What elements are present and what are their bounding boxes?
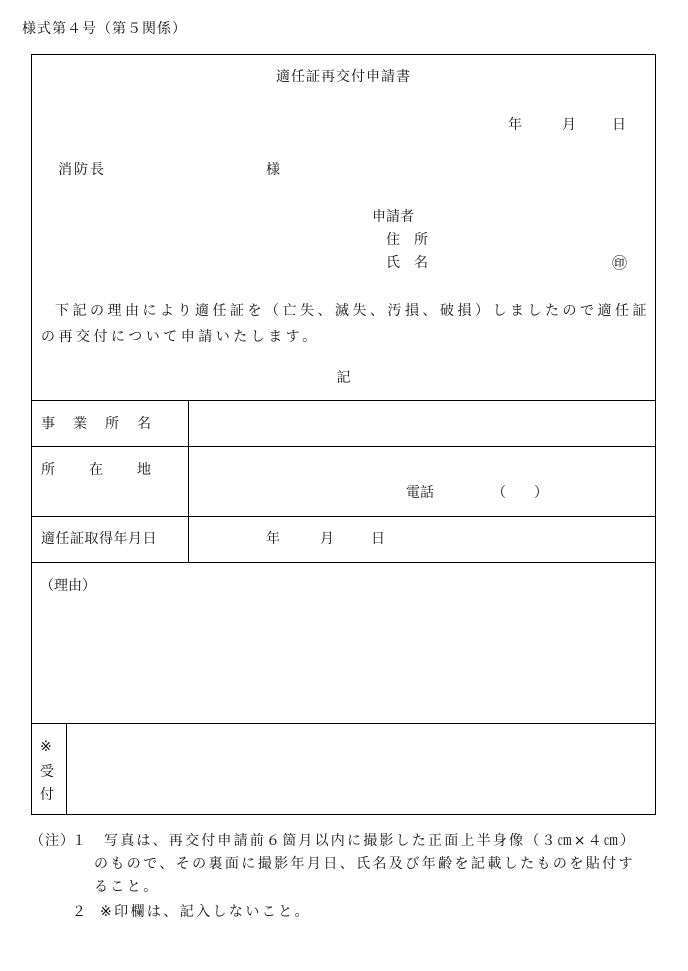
applicant-heading: 申請者 (372, 209, 414, 225)
row-divider (31, 516, 656, 517)
form-title: 適任証再交付申請書 (276, 69, 411, 85)
note-number: ２ (72, 904, 86, 920)
note-line: 写真は、再交付申請前６箇月以内に撮影した正面上半身像（３㎝×４㎝） (104, 833, 637, 849)
acquisition-month: 月 (320, 531, 334, 547)
notes-prefix: （注） (30, 833, 75, 849)
reception-mark: ※ (40, 739, 52, 755)
note-line: のもので、その裏面に撮影年月日、氏名及び年齢を記載したものを貼付す (94, 856, 635, 872)
business-name-label: 事 業 所 名 (41, 416, 153, 432)
acquisition-year: 年 (266, 531, 280, 547)
seal-mark: ㊞ (612, 254, 628, 272)
reception-column-rule (66, 723, 67, 815)
date-year: 年 (508, 117, 522, 133)
addressee-honorific: 様 (266, 162, 280, 178)
row-divider (31, 723, 656, 724)
reception-char: 付 (40, 787, 54, 803)
note-line: ※印欄は、記入しないこと。 (100, 904, 311, 920)
note-line: ること。 (94, 879, 160, 895)
row-divider (31, 446, 656, 447)
reason-label: （理由） (40, 578, 96, 594)
phone-area-code: （ ） (492, 485, 548, 501)
phone-label: 電話 (406, 485, 434, 501)
request-statement: 下記の理由により適任証を（亡失、滅失、汚損、破損）しましたので適任証の再交付について申請いたします。 (41, 303, 650, 345)
name-label: 氏 名 (386, 255, 428, 271)
note-number: １ (72, 833, 86, 849)
location-label: 所 在 地 (41, 462, 153, 478)
form-number: 様式第４号（第５関係） (22, 21, 187, 37)
acquisition-date-label: 適任証取得年月日 (41, 531, 157, 547)
row-divider (31, 562, 656, 563)
addressee-label: 消防長 (58, 162, 106, 178)
table-top-rule (31, 400, 656, 401)
ki-heading: 記 (336, 370, 351, 386)
label-column-rule (188, 400, 189, 562)
date-month: 月 (562, 117, 576, 133)
application-form-frame (31, 54, 656, 815)
acquisition-day: 日 (371, 531, 385, 547)
address-label: 住 所 (386, 232, 428, 248)
date-day: 日 (612, 117, 626, 133)
reception-char: 受 (40, 764, 54, 780)
